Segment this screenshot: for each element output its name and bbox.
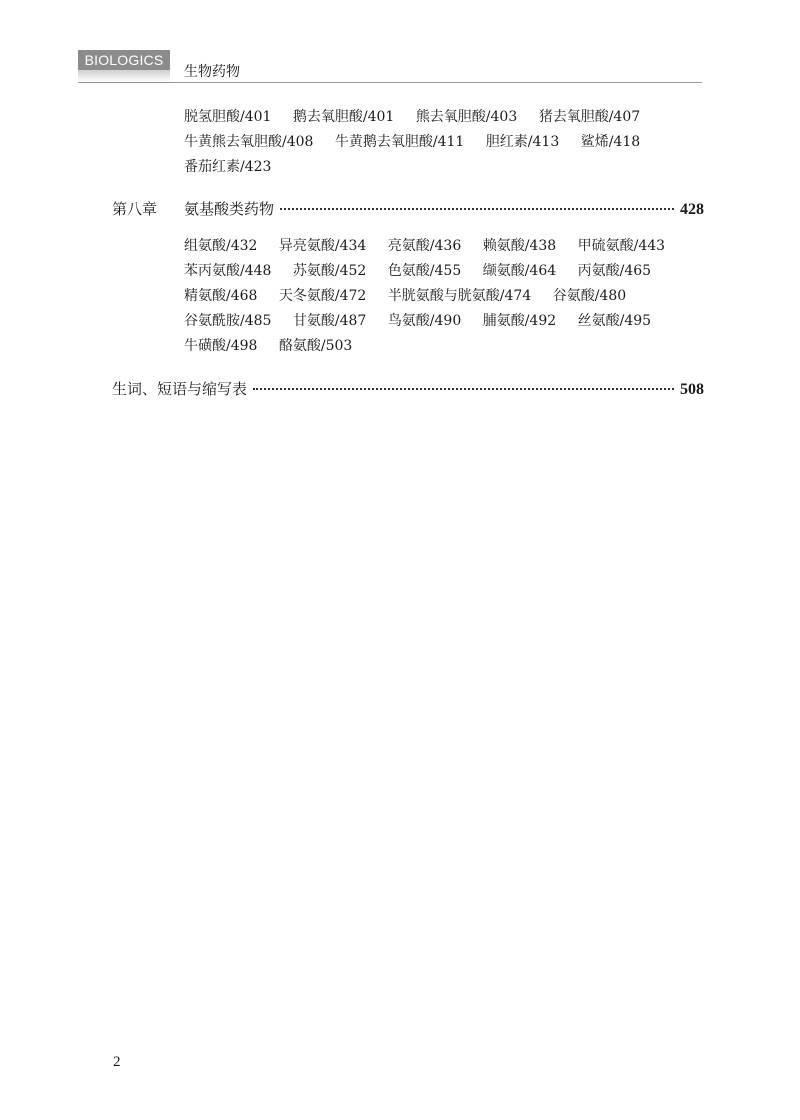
toc-item[interactable]: 半胱氨酸与胱氨酸/474 — [387, 288, 532, 304]
toc-item[interactable]: 鲨烯/418 — [580, 134, 641, 150]
entry-line — [184, 130, 704, 155]
toc-item[interactable]: 牛黄熊去氧胆酸/408 — [184, 134, 314, 150]
toc-item[interactable]: 甘氨酸/487 — [292, 313, 367, 329]
toc-item[interactable]: 脯氨酸/492 — [482, 313, 557, 329]
toc-item[interactable]: 异亮氨酸/434 — [278, 238, 367, 254]
toc-item[interactable]: 脱氢胆酸/401 — [184, 109, 272, 125]
toc-item[interactable]: 谷氨酸/480 — [552, 288, 627, 304]
badge-shadow — [78, 70, 170, 82]
chapter-title: 氨基酸类药物 — [184, 200, 275, 218]
entry-line — [184, 309, 704, 334]
toc-item[interactable]: 缬氨酸/464 — [482, 263, 557, 279]
entry-line — [184, 334, 704, 359]
toc-item[interactable]: 精氨酸/468 — [184, 288, 258, 304]
bile-acid-entries — [184, 105, 704, 180]
toc-item[interactable]: 苯丙氨酸/448 — [184, 263, 272, 279]
entry-line — [184, 155, 704, 180]
entry-line — [184, 259, 704, 284]
toc-item[interactable]: 牛黄鹅去氧胆酸/411 — [334, 134, 465, 150]
series-badge: BIOLOGICS — [78, 50, 170, 70]
entry-line — [184, 234, 704, 259]
toc-item[interactable]: 鸟氨酸/490 — [387, 313, 462, 329]
toc-item[interactable]: 色氨酸/455 — [387, 263, 462, 279]
chapter-8-entry[interactable] — [112, 198, 704, 219]
toc-item[interactable]: 组氨酸/432 — [184, 238, 258, 254]
toc-item[interactable]: 谷氨酰胺/485 — [184, 313, 272, 329]
toc-item[interactable]: 赖氨酸/438 — [482, 238, 557, 254]
toc-item[interactable]: 丙氨酸/465 — [577, 263, 652, 279]
toc-item[interactable]: 丝氨酸/495 — [577, 313, 652, 329]
page-number: 2 — [113, 1054, 121, 1070]
toc-item[interactable]: 胆红素/413 — [485, 134, 560, 150]
header-divider — [78, 82, 702, 83]
chapter-label: 第八章 — [112, 200, 158, 218]
toc-item[interactable]: 酪氨酸/503 — [278, 338, 353, 354]
toc-item[interactable]: 甲硫氨酸/443 — [577, 238, 666, 254]
glossary-entry[interactable] — [112, 378, 704, 399]
toc-item[interactable]: 天冬氨酸/472 — [278, 288, 367, 304]
glossary-page-number: 508 — [680, 381, 704, 398]
running-head-title: 生物药物 — [184, 64, 240, 80]
toc-item[interactable]: 番茄红素/423 — [184, 159, 272, 175]
toc-item[interactable]: 亮氨酸/436 — [387, 238, 462, 254]
chapter-page-number: 428 — [680, 201, 704, 218]
toc-item[interactable]: 牛磺酸/498 — [184, 338, 258, 354]
toc-item[interactable]: 鹅去氧胆酸/401 — [292, 109, 395, 125]
entry-line — [184, 105, 704, 130]
amino-acid-entries — [184, 234, 704, 359]
toc-item[interactable]: 苏氨酸/452 — [292, 263, 367, 279]
glossary-title: 生词、短语与缩写表 — [112, 380, 248, 398]
toc-item[interactable]: 熊去氧胆酸/403 — [415, 109, 518, 125]
dot-leader — [280, 208, 674, 210]
entry-line — [184, 284, 704, 309]
dot-leader — [253, 388, 674, 390]
toc-item[interactable]: 猪去氧胆酸/407 — [538, 109, 641, 125]
